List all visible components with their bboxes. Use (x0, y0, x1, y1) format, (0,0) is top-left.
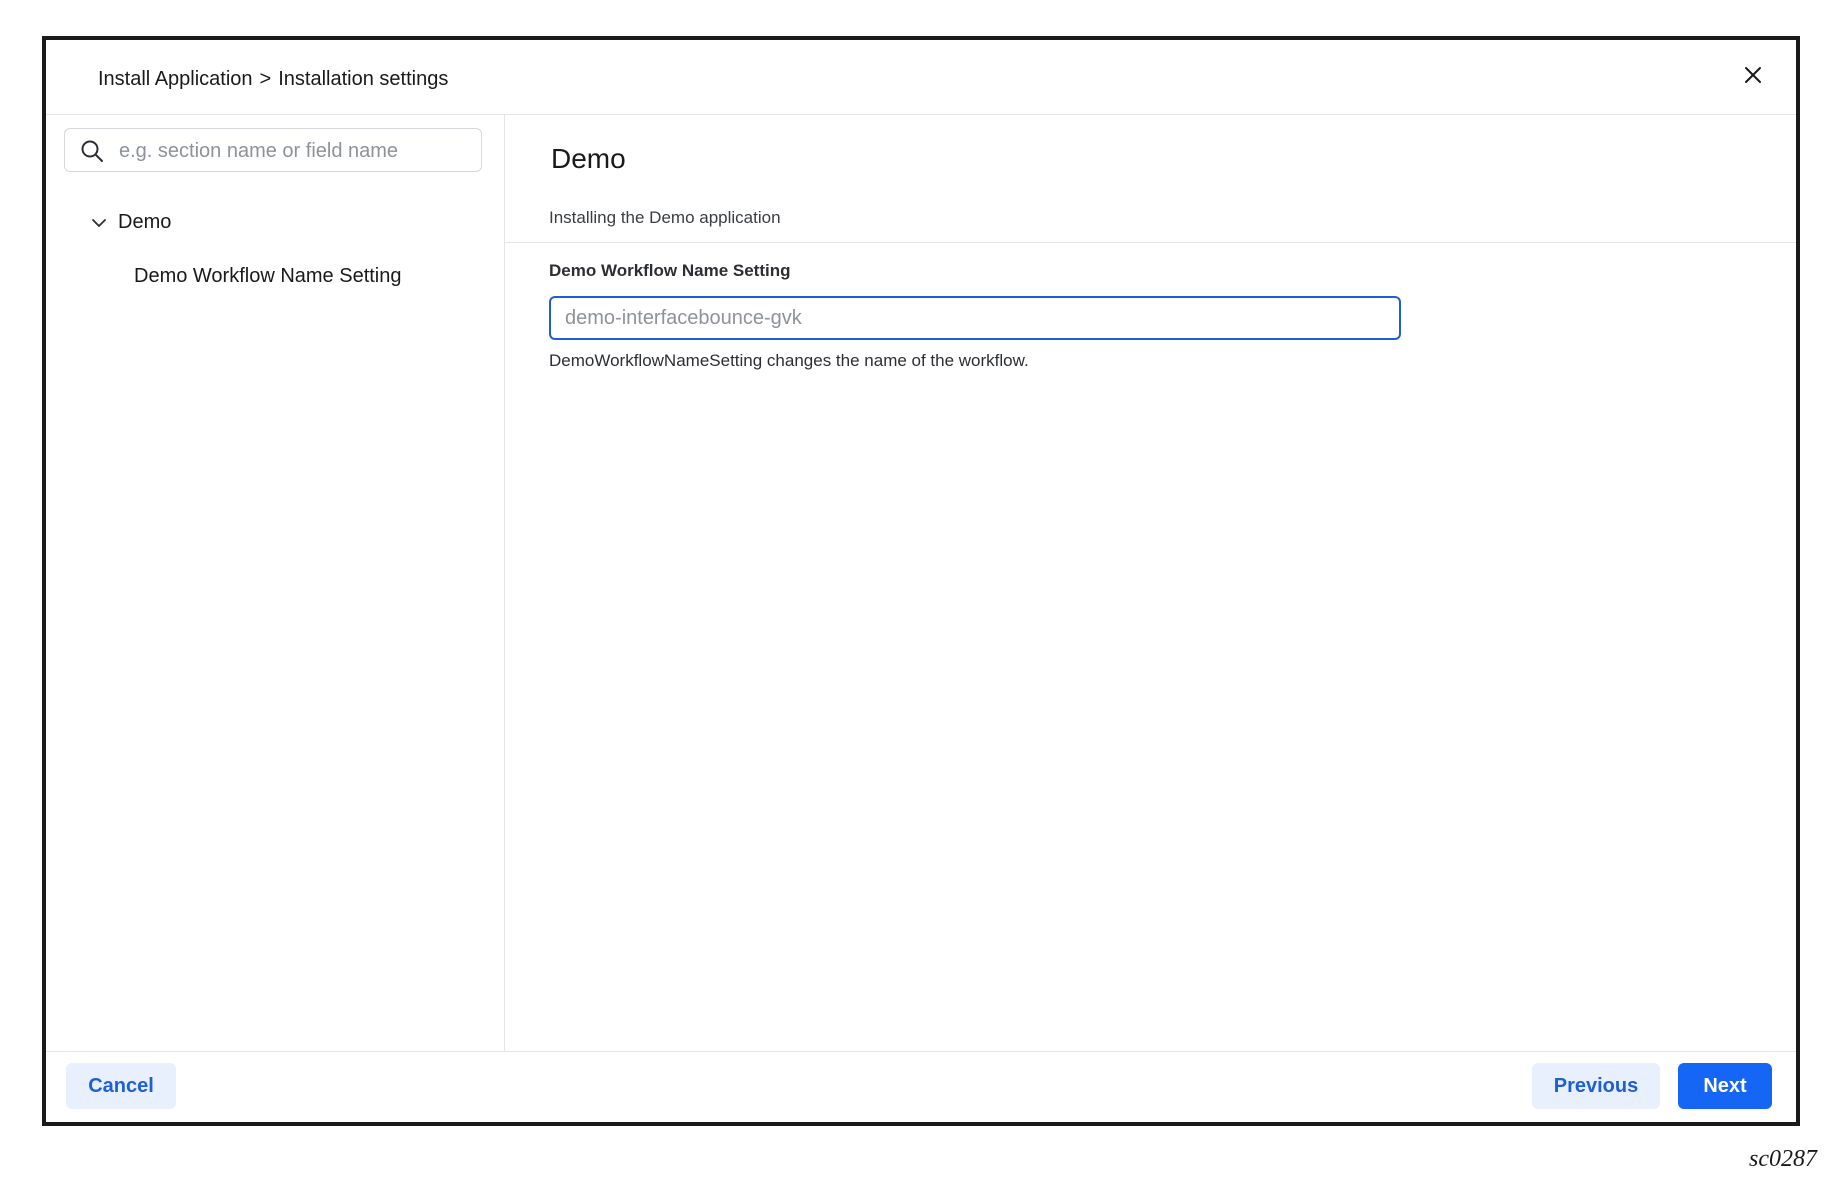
tree-group-demo[interactable] (90, 211, 171, 234)
search-input[interactable] (117, 135, 471, 167)
section-divider (505, 242, 1796, 243)
close-button[interactable] (1740, 62, 1766, 88)
field-help-text: DemoWorkflowNameSetting changes the name of the workflow. (549, 351, 1029, 370)
previous-button[interactable]: Previous (1532, 1063, 1660, 1109)
next-button[interactable]: Next (1678, 1063, 1772, 1109)
breadcrumb-parent[interactable]: Install Application (98, 68, 253, 90)
tree-item-demo-workflow-name-setting[interactable]: Demo Workflow Name Setting (134, 265, 402, 287)
section-title: Demo (551, 143, 626, 174)
section-description: Installing the Demo application (549, 208, 781, 227)
dialog-header (46, 40, 1796, 115)
breadcrumb-current: Installation settings (278, 68, 449, 90)
install-dialog (42, 36, 1800, 1126)
search-icon (79, 138, 105, 164)
tree-group-label: Demo (118, 211, 172, 233)
dialog-footer (46, 1051, 1796, 1122)
figure-id-label: sc0287 (1749, 1146, 1817, 1172)
workflow-name-input[interactable] (549, 296, 1401, 340)
cancel-button[interactable]: Cancel (66, 1063, 176, 1109)
sidebar (46, 115, 505, 1052)
field-label: Demo Workflow Name Setting (549, 261, 791, 280)
chevron-down-icon[interactable] (90, 214, 108, 232)
breadcrumb-separator: > (259, 68, 272, 90)
breadcrumb (98, 68, 448, 91)
main-panel (505, 115, 1796, 1052)
close-icon (1740, 62, 1766, 88)
search-box (64, 128, 482, 172)
